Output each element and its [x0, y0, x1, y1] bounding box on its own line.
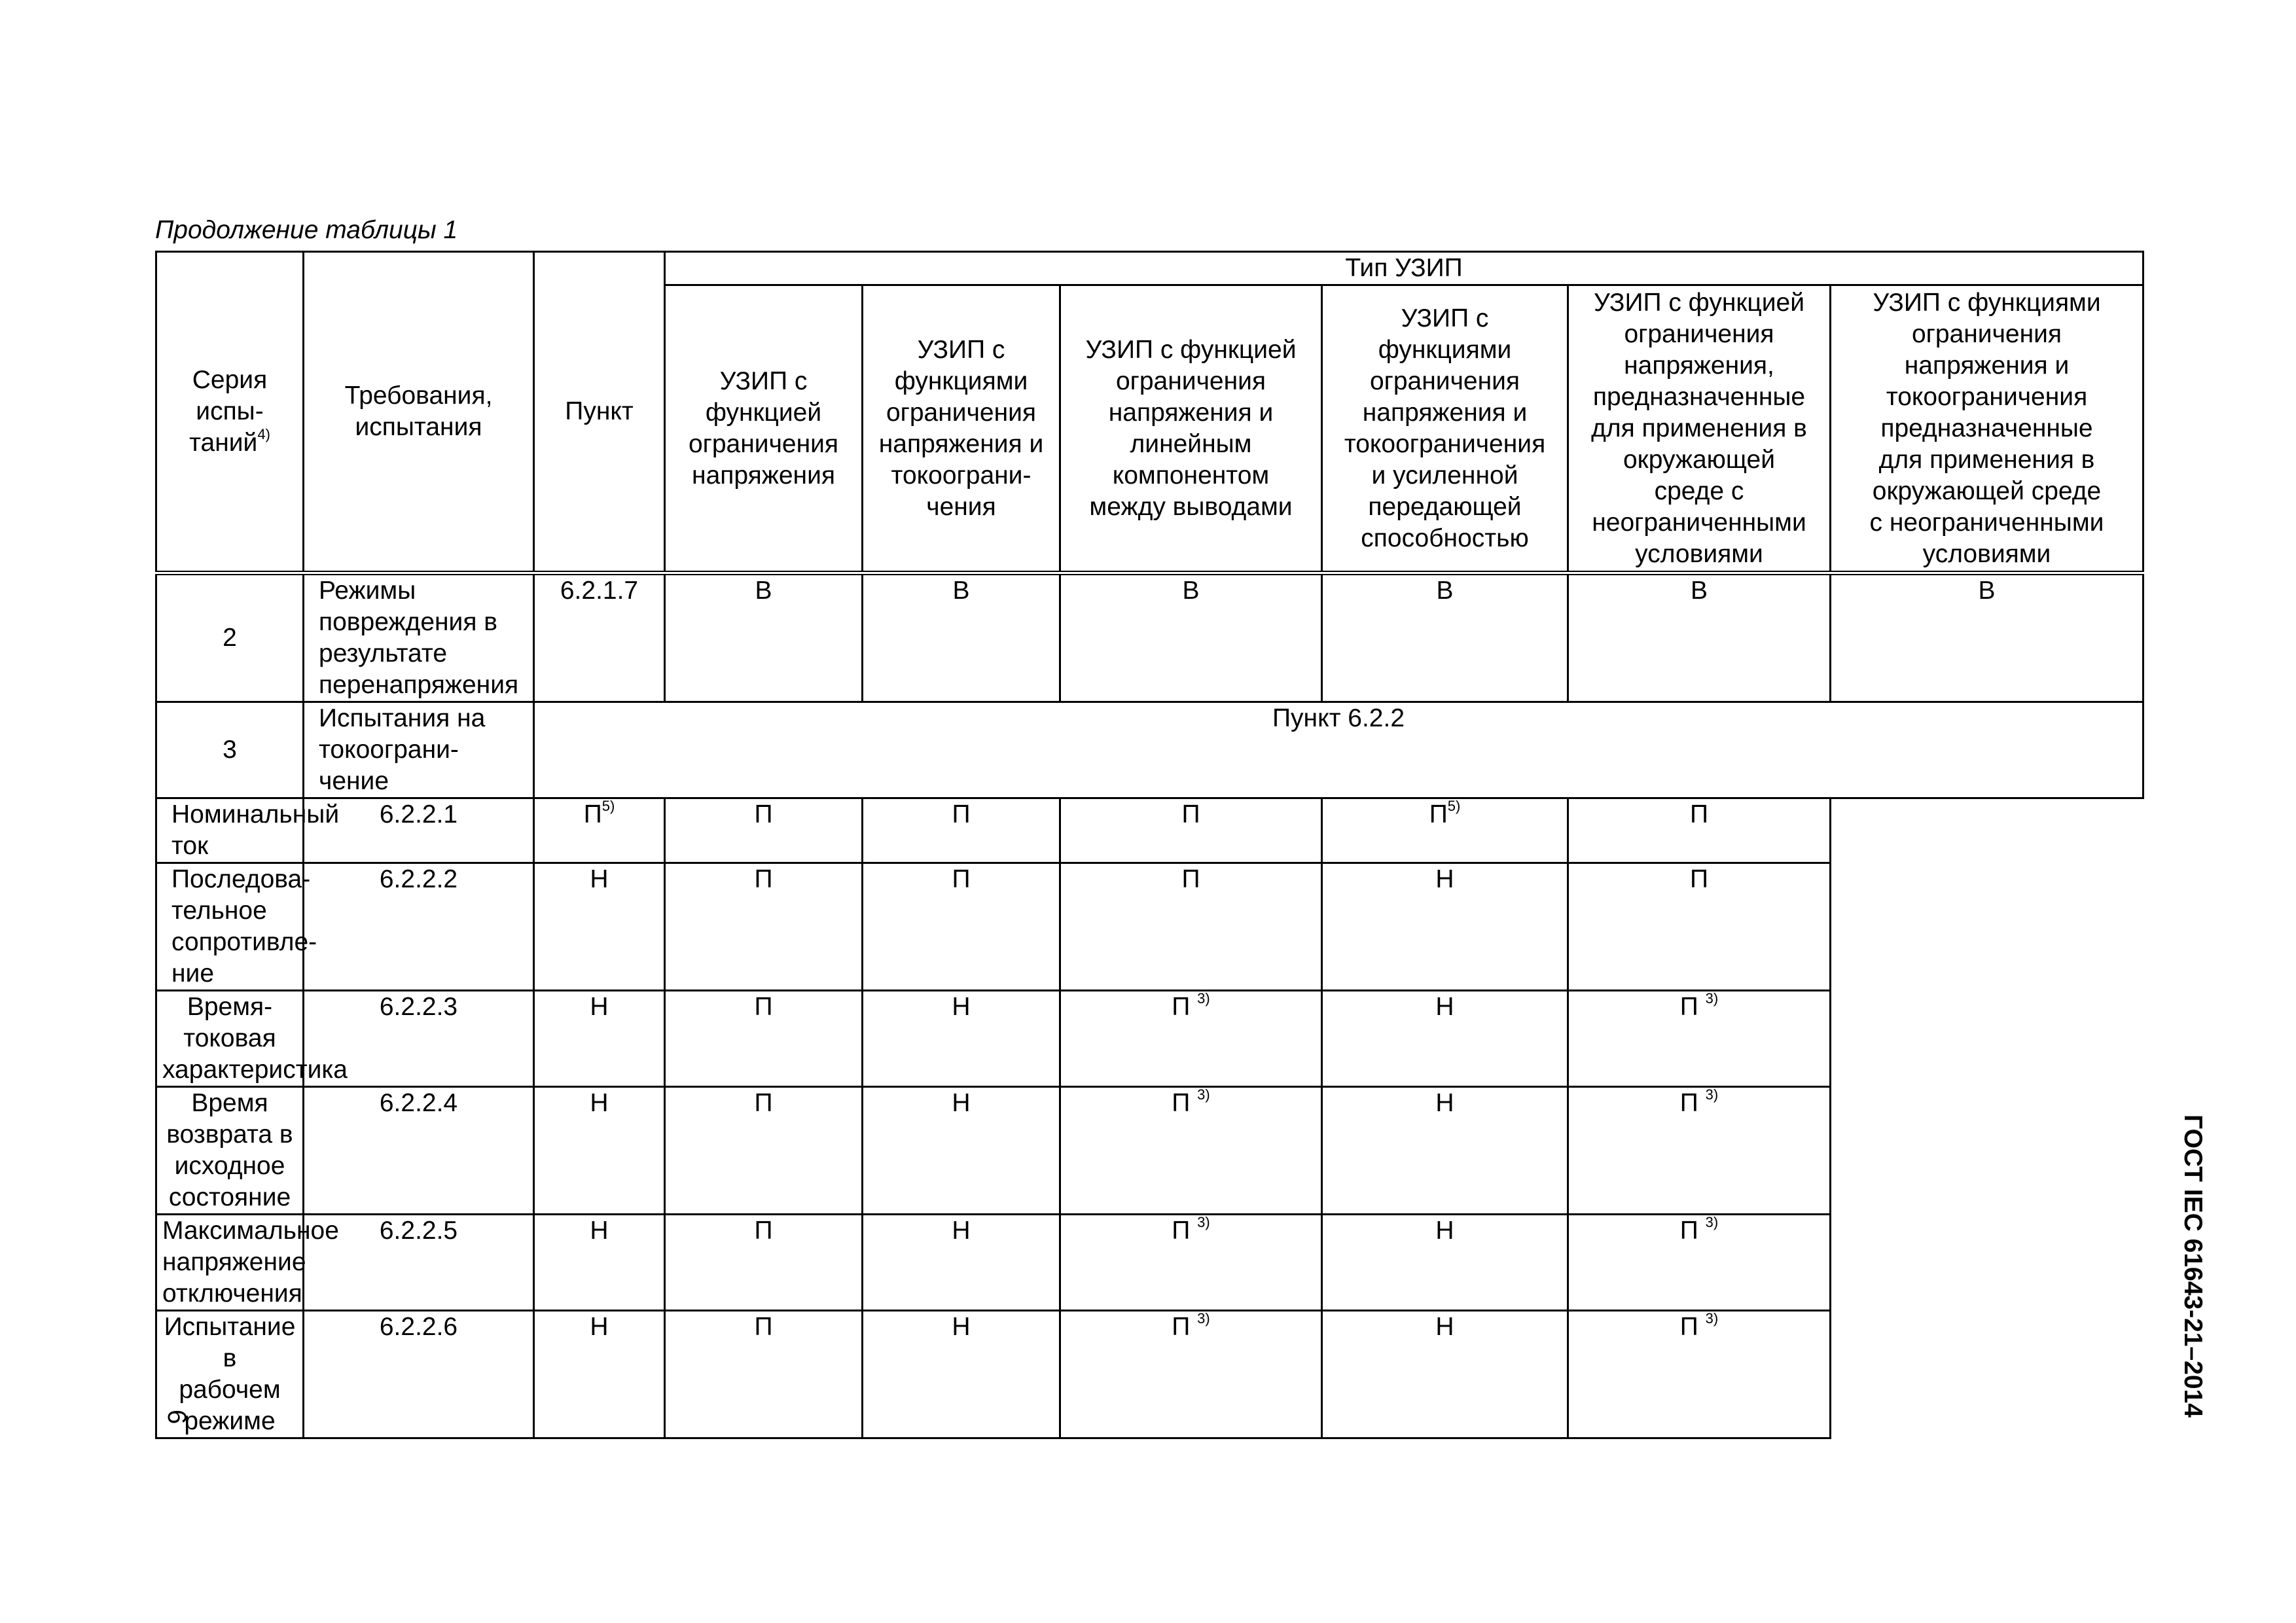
requirement-cell: Последова- тельное сопротивле- ние	[156, 863, 304, 991]
requirement-cell: Испытание в рабочем режиме	[156, 1311, 304, 1438]
result-cell: П	[665, 1215, 863, 1311]
header-spd-type: Тип УЗИП	[665, 252, 2144, 285]
result-cell: В	[1060, 573, 1322, 702]
result-cell: Н	[534, 991, 665, 1087]
result-cell: Н	[863, 991, 1060, 1087]
requirement-cell: Максимальное напряжение отключения	[156, 1215, 304, 1311]
clause-cell: 6.2.2.5	[304, 1215, 534, 1311]
requirement-cell: Режимы повреждения в результате перенапряжения	[304, 573, 534, 702]
clause-cell: 6.2.2.3	[304, 991, 534, 1087]
result-cell: В	[665, 573, 863, 702]
footnote-ref: 5)	[601, 798, 615, 814]
footnote-ref: 3)	[1705, 1310, 1719, 1327]
result-cell: П	[665, 991, 863, 1087]
result-cell: П $^{3)}$	[1568, 991, 1831, 1087]
result-cell: В	[863, 573, 1060, 702]
series-3-row	[156, 991, 2144, 1087]
page-number: 6	[162, 1409, 191, 1425]
header-type-4: УЗИП с функциями ограничения напряжения и токоограничения и усиленной передающей способностью	[1322, 285, 1568, 573]
footnote-ref: 3)	[1705, 1086, 1719, 1103]
clause-cell: 6.2.2.4	[304, 1087, 534, 1215]
result-cell: Н	[1322, 991, 1568, 1087]
series-3-row	[156, 1311, 2144, 1438]
result-cell: П	[1060, 863, 1322, 991]
header-type-1: УЗИП с функцией ограничения напряжения	[665, 285, 863, 573]
footnote-ref: 3)	[1197, 1310, 1210, 1327]
result-cell: Н	[534, 1215, 665, 1311]
header-row-top	[156, 252, 2144, 285]
footnote-ref: 3)	[1705, 1214, 1719, 1230]
result-cell: Н	[1322, 1311, 1568, 1438]
result-cell: Н	[534, 1311, 665, 1438]
series-3-group-row	[156, 702, 2144, 798]
header-type-3: УЗИП с функцией ограничения напряжения и линейным компонентом между выводами	[1060, 285, 1322, 573]
result-cell: П	[863, 863, 1060, 991]
result-cell: П	[665, 863, 863, 991]
result-cell: Н	[863, 1087, 1060, 1215]
result-cell: Н	[1322, 1087, 1568, 1215]
footnote-ref: 5)	[1447, 798, 1461, 814]
result-cell: В	[1568, 573, 1831, 702]
clause-cell: 6.2.2.2	[304, 863, 534, 991]
series-3-row	[156, 798, 2144, 863]
footnote-ref: 3)	[1705, 990, 1719, 1007]
series-footnote-ref: 4)	[257, 426, 270, 442]
result-cell: П	[863, 798, 1060, 863]
result-cell: Н	[1322, 1215, 1568, 1311]
test-requirements-table	[155, 251, 2144, 1439]
requirement-cell: Испытания на токоограни- чение	[304, 702, 534, 798]
result-cell: П $^{3)}$	[1060, 1215, 1322, 1311]
clause-cell: 6.2.1.7	[534, 573, 665, 702]
result-cell: П $^{3)}$	[1060, 1087, 1322, 1215]
result-cell: $П^{5)}$	[534, 798, 665, 863]
header-type-5: УЗИП с функцией ограничения напряжения, предназначенные для применения в окружающей среде с неограниченными условиями	[1568, 285, 1831, 573]
result-cell: Н	[863, 1215, 1060, 1311]
result-cell: П	[1568, 798, 1831, 863]
result-cell: В	[1831, 573, 2144, 702]
series-3-row	[156, 863, 2144, 991]
footnote-ref: 3)	[1197, 1086, 1210, 1103]
result-cell: В	[1322, 573, 1568, 702]
clause-cell: 6.2.2.1	[304, 798, 534, 863]
header-type-2: УЗИП с функциями ограничения напряжения и токоограни- чения	[863, 285, 1060, 573]
series-number: 3	[156, 702, 304, 798]
clause-cell: 6.2.2.6	[304, 1311, 534, 1438]
result-cell: Н	[534, 863, 665, 991]
header-series: Серия испы- таний$^{4)}$	[156, 252, 304, 573]
series-3-row	[156, 1215, 2144, 1311]
footnote-ref: 3)	[1197, 1214, 1210, 1230]
header-clause: Пункт	[534, 252, 665, 573]
requirement-cell: Время возврата в исходное состояние	[156, 1087, 304, 1215]
header-type-6: УЗИП с функциями ограничения напряжения и токоограничения предназначенные для применения в окружающей среде с неограниченными условиями	[1831, 285, 2144, 573]
result-cell: П	[665, 798, 863, 863]
result-cell: П	[1060, 798, 1322, 863]
result-cell: П $^{3)}$	[1060, 1311, 1322, 1438]
standard-designation: ГОСТ IEC 61643-21–2014	[2179, 1115, 2207, 1418]
requirement-cell: Время-токовая характеристика	[156, 991, 304, 1087]
result-cell: Н	[1322, 863, 1568, 991]
result-cell: П $^{3)}$	[1568, 1087, 1831, 1215]
requirement-cell: Номинальный ток	[156, 798, 304, 863]
result-cell: П	[1568, 863, 1831, 991]
result-cell: П	[665, 1311, 863, 1438]
table-caption: Продолжение таблицы 1	[155, 216, 458, 244]
result-cell: П $^{3)}$	[1060, 991, 1322, 1087]
result-cell: П	[665, 1087, 863, 1215]
series-number: 2	[156, 573, 304, 702]
result-cell: Н	[863, 1311, 1060, 1438]
footnote-ref: 3)	[1197, 990, 1210, 1007]
result-cell: П $^{3)}$	[1568, 1215, 1831, 1311]
result-cell: $П^{5)}$	[1322, 798, 1568, 863]
result-cell: П $^{3)}$	[1568, 1311, 1831, 1438]
header-requirements: Требования, испытания	[304, 252, 534, 573]
series-2-row	[156, 573, 2144, 702]
group-clause-cell: Пункт 6.2.2	[534, 702, 2144, 798]
result-cell: Н	[534, 1087, 665, 1215]
series-3-row	[156, 1087, 2144, 1215]
